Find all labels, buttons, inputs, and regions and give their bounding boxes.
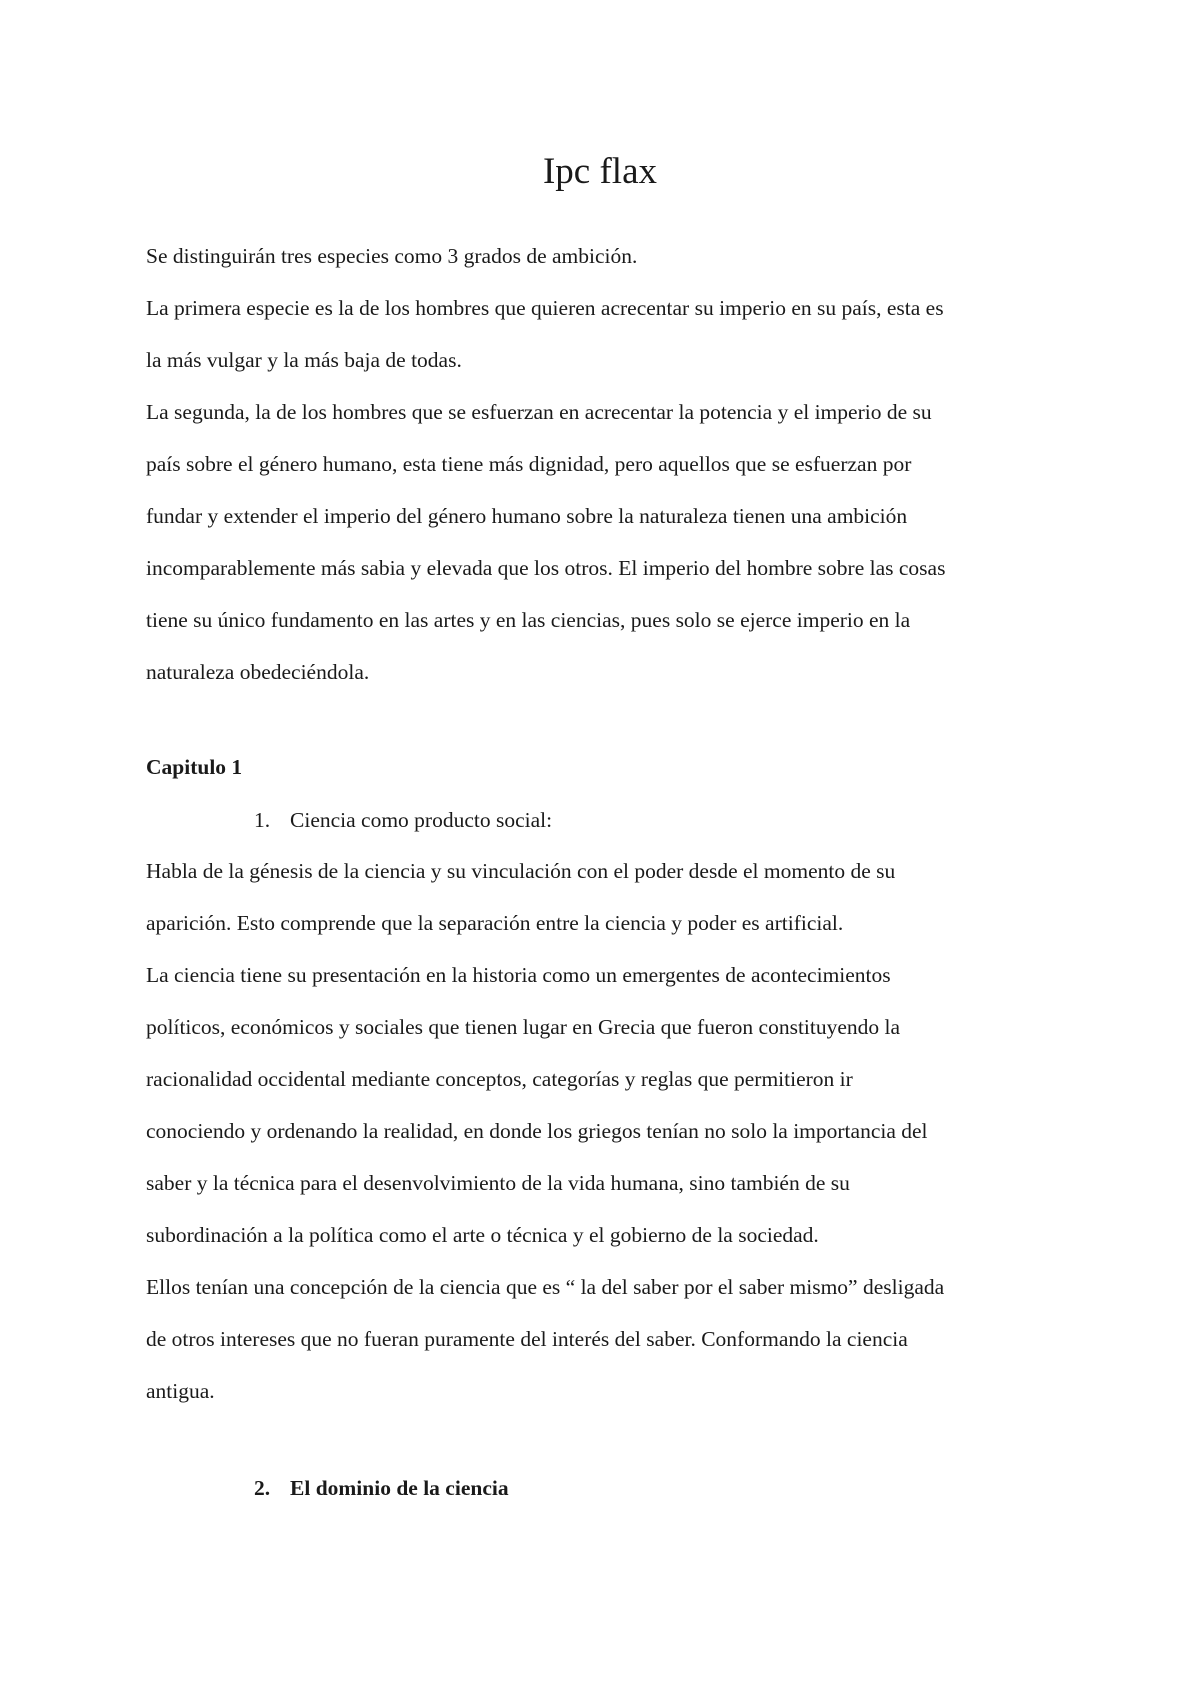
document-title: Ipc flax <box>542 151 658 192</box>
body-line: conociendo y ordenando la realidad, en donde los griegos tenían no solo la importancia del <box>146 1119 928 1143</box>
body-line: Ellos tenían una concepción de la ciencia que es “ la del saber por el saber mismo” desligada <box>146 1275 945 1299</box>
body-line: Habla de la génesis de la ciencia y su vinculación con el poder desde el momento de su <box>146 859 896 883</box>
body-line: subordinación a la política como el arte o técnica y el gobierno de la sociedad. <box>146 1223 819 1247</box>
intro-line: fundar y extender el imperio del género humano sobre la naturaleza tienen una ambición <box>146 504 908 528</box>
section-1-title: Ciencia como producto social: <box>290 808 553 832</box>
body-line: racionalidad occidental mediante conceptos, categorías y reglas que permitieron ir <box>146 1067 853 1091</box>
body-line: aparición. Esto comprende que la separación entre la ciencia y poder es artificial. <box>146 911 844 935</box>
chapter-body <box>146 845 1066 1417</box>
intro-line: la más vulgar y la más baja de todas. <box>146 348 462 372</box>
body-line: de otros intereses que no fueran puramente del interés del saber. Conformando la ciencia <box>146 1327 908 1351</box>
intro-line: La segunda, la de los hombres que se esfuerzan en acrecentar la potencia y el imperio de su <box>146 400 932 424</box>
body-line: antigua. <box>146 1379 215 1403</box>
body-line: La ciencia tiene su presentación en la historia como un emergentes de acontecimientos <box>146 963 891 987</box>
section-2-heading <box>254 1473 509 1503</box>
intro-line: Se distinguirán tres especies como 3 grados de ambición. <box>146 244 638 268</box>
section-2-number: 2. <box>254 1476 271 1500</box>
body-line: saber y la técnica para el desenvolvimiento de la vida humana, sino también de su <box>146 1171 850 1195</box>
intro-line: país sobre el género humano, esta tiene más dignidad, pero aquellos que se esfuerzan por <box>146 452 912 476</box>
body-line: políticos, económicos y sociales que tienen lugar en Grecia que fueron constituyendo la <box>146 1015 901 1039</box>
chapter-heading: Capitulo 1 <box>146 755 243 779</box>
section-1-heading <box>254 805 552 835</box>
intro-paragraph <box>146 230 1066 698</box>
intro-line: incomparablemente más sabia y elevada que los otros. El imperio del hombre sobre las cosas <box>146 556 946 580</box>
intro-line: La primera especie es la de los hombres que quieren acrecentar su imperio en su país, esta es <box>146 296 944 320</box>
intro-line: naturaleza obedeciéndola. <box>146 660 370 684</box>
intro-line: tiene su único fundamento en las artes y en las ciencias, pues solo se ejerce imperio en la <box>146 608 911 632</box>
section-2-title: El dominio de la ciencia <box>290 1476 509 1500</box>
section-1-number: 1. <box>254 808 271 832</box>
